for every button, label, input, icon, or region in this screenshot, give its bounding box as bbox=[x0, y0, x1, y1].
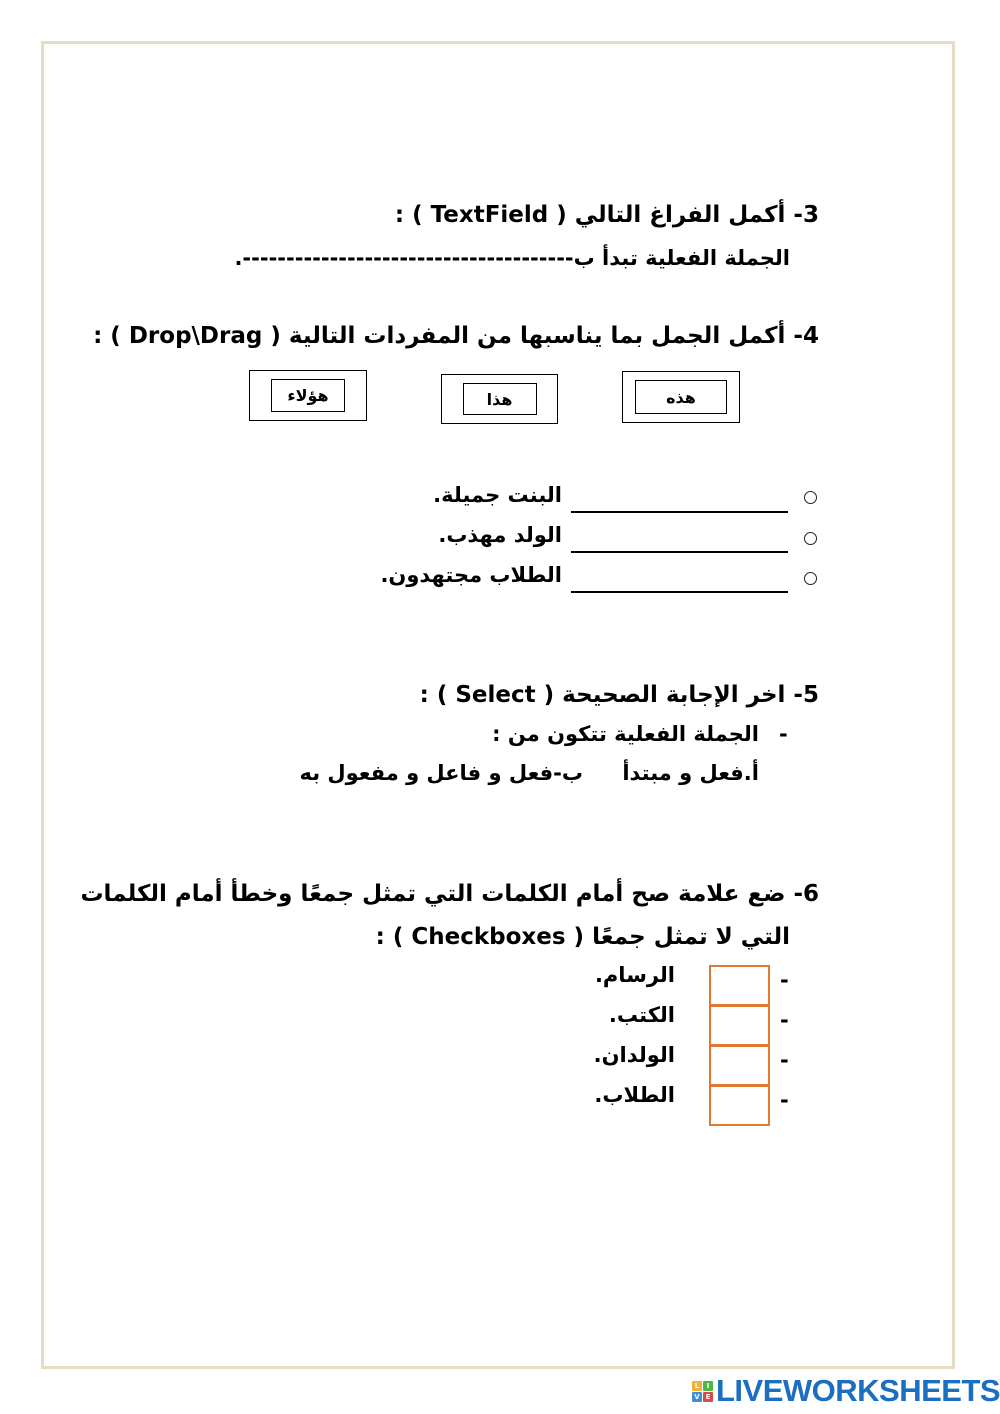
q4-sentence-3: الطلاب مجتهدون. bbox=[380, 563, 562, 587]
q5-stem: الجملة الفعلية تتكون من : bbox=[492, 722, 759, 746]
q6-dash-2: - bbox=[780, 1008, 789, 1032]
q6-word-2: الكتب. bbox=[608, 1003, 675, 1027]
q4-sentence-2: الولد مهذب. bbox=[438, 523, 562, 547]
q4-sentence-1: البنت جميلة. bbox=[433, 483, 562, 507]
q6-dash-4: - bbox=[780, 1088, 789, 1112]
draggable-word[interactable]: هذه bbox=[635, 380, 727, 414]
q5-dash: - bbox=[779, 722, 788, 746]
logo-text: LIVEWORKSHEETS bbox=[716, 1373, 1000, 1408]
checkbox-2[interactable] bbox=[709, 1005, 770, 1046]
checkbox-4[interactable] bbox=[709, 1085, 770, 1126]
logo-tile: V bbox=[692, 1392, 702, 1402]
q6-dash-1: - bbox=[780, 968, 789, 992]
q3-sentence[interactable]: الجملة الفعلية تبدأ ب--------------------------------------. bbox=[234, 246, 790, 270]
q4-title: 4- أكمل الجمل بما يناسبها من المفردات التالية ( Drop\Drag ) : bbox=[93, 323, 819, 349]
logo-tile: E bbox=[703, 1392, 713, 1402]
q6-word-3: الولدان. bbox=[593, 1043, 675, 1067]
logo-tiles-icon bbox=[692, 1381, 713, 1402]
logo-tile: L bbox=[692, 1381, 702, 1391]
q6-dash-3: - bbox=[780, 1048, 789, 1072]
q5-option-b[interactable]: ب-فعل و فاعل و مفعول به bbox=[299, 761, 583, 785]
q6-word-1: الرسام. bbox=[594, 963, 675, 987]
q6-title-line2: التي لا تمثل جمعًا ( Checkboxes ) : bbox=[375, 924, 790, 950]
q3-title: 3- أكمل الفراغ التالي ( TextField ) : bbox=[394, 202, 819, 228]
draggable-word[interactable]: هؤلاء bbox=[271, 379, 345, 412]
word-box-2[interactable] bbox=[441, 374, 558, 424]
q6-title-line1: 6- ضع علامة صح أمام الكلمات التي تمثل جمعًا وخطأ أمام الكلمات bbox=[80, 881, 819, 907]
checkbox-3[interactable] bbox=[709, 1045, 770, 1086]
word-box-1[interactable] bbox=[622, 371, 740, 423]
bullet-circle-icon bbox=[804, 532, 817, 545]
q5-option-a[interactable]: أ.فعل و مبتدأ bbox=[622, 761, 759, 785]
liveworksheets-logo bbox=[692, 1373, 1000, 1409]
word-box-3[interactable] bbox=[249, 370, 367, 421]
draggable-word[interactable]: هذا bbox=[463, 383, 537, 415]
q6-word-4: الطلاب. bbox=[594, 1083, 675, 1107]
bullet-circle-icon bbox=[804, 572, 817, 585]
q5-title: 5- اخر الإجابة الصحيحة ( Select ) : bbox=[419, 682, 819, 708]
logo-tile: I bbox=[703, 1381, 713, 1391]
drop-target-1[interactable] bbox=[571, 511, 788, 513]
bullet-circle-icon bbox=[804, 491, 817, 504]
checkbox-1[interactable] bbox=[709, 965, 770, 1006]
drop-target-3[interactable] bbox=[571, 591, 788, 593]
drop-target-2[interactable] bbox=[571, 551, 788, 553]
